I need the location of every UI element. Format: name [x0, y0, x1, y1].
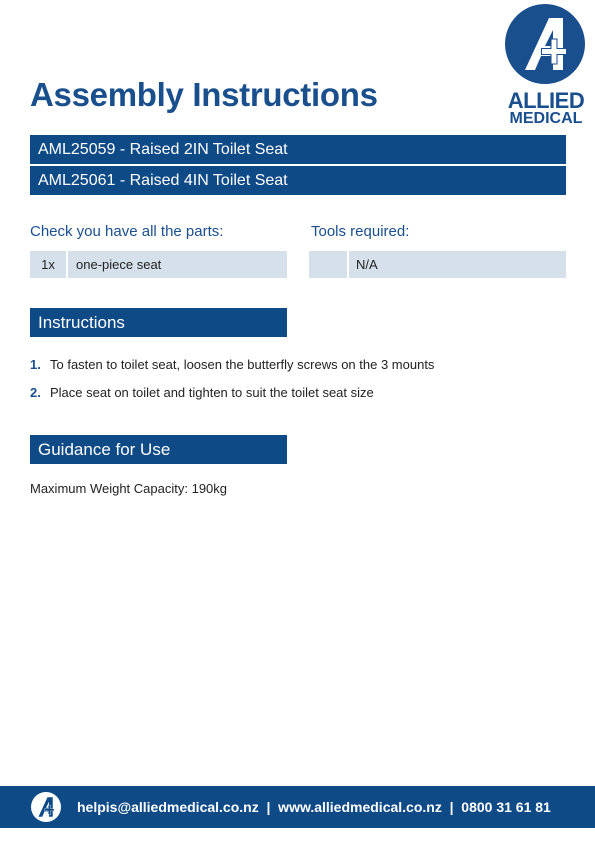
- step-text: To fasten to toilet seat, loosen the butterfly screws on the 3 mounts: [50, 357, 435, 372]
- allied-a-plus-icon: [31, 792, 61, 822]
- parts-heading: Check you have all the parts:: [30, 223, 224, 240]
- instruction-step: [30, 385, 374, 400]
- tool-name: N/A: [349, 251, 566, 278]
- page-title: Assembly Instructions: [30, 76, 378, 113]
- footer-bar: [0, 786, 595, 828]
- part-qty: 1x: [30, 251, 66, 278]
- footer-contact-text: helpis@alliedmedical.co.nz | www.alliedmedical.co.nz | 0800 31 61 81: [77, 799, 551, 815]
- weight-capacity-text: Maximum Weight Capacity: 190kg: [30, 481, 228, 496]
- part-name: one-piece seat: [68, 251, 287, 278]
- tool-qty-cell: [309, 251, 347, 278]
- logo-allied-text: ALLIED: [507, 88, 585, 113]
- instructions-heading: Instructions: [30, 308, 287, 337]
- product-bar-1: AML25059 - Raised 2IN Toilet Seat: [30, 135, 566, 164]
- step-text: Place seat on toilet and tighten to suit the toilet seat size: [50, 385, 374, 400]
- instruction-step: [30, 357, 434, 372]
- allied-medical-logo: [500, 4, 590, 128]
- step-number: 2.: [30, 385, 41, 400]
- tools-heading: Tools required:: [311, 223, 410, 240]
- allied-a-plus-icon: [505, 4, 585, 84]
- product-bar-2: AML25061 - Raised 4IN Toilet Seat: [30, 166, 566, 195]
- guidance-heading: Guidance for Use: [30, 435, 287, 464]
- logo-medical-text: MEDICAL: [509, 110, 583, 127]
- step-number: 1.: [30, 357, 41, 372]
